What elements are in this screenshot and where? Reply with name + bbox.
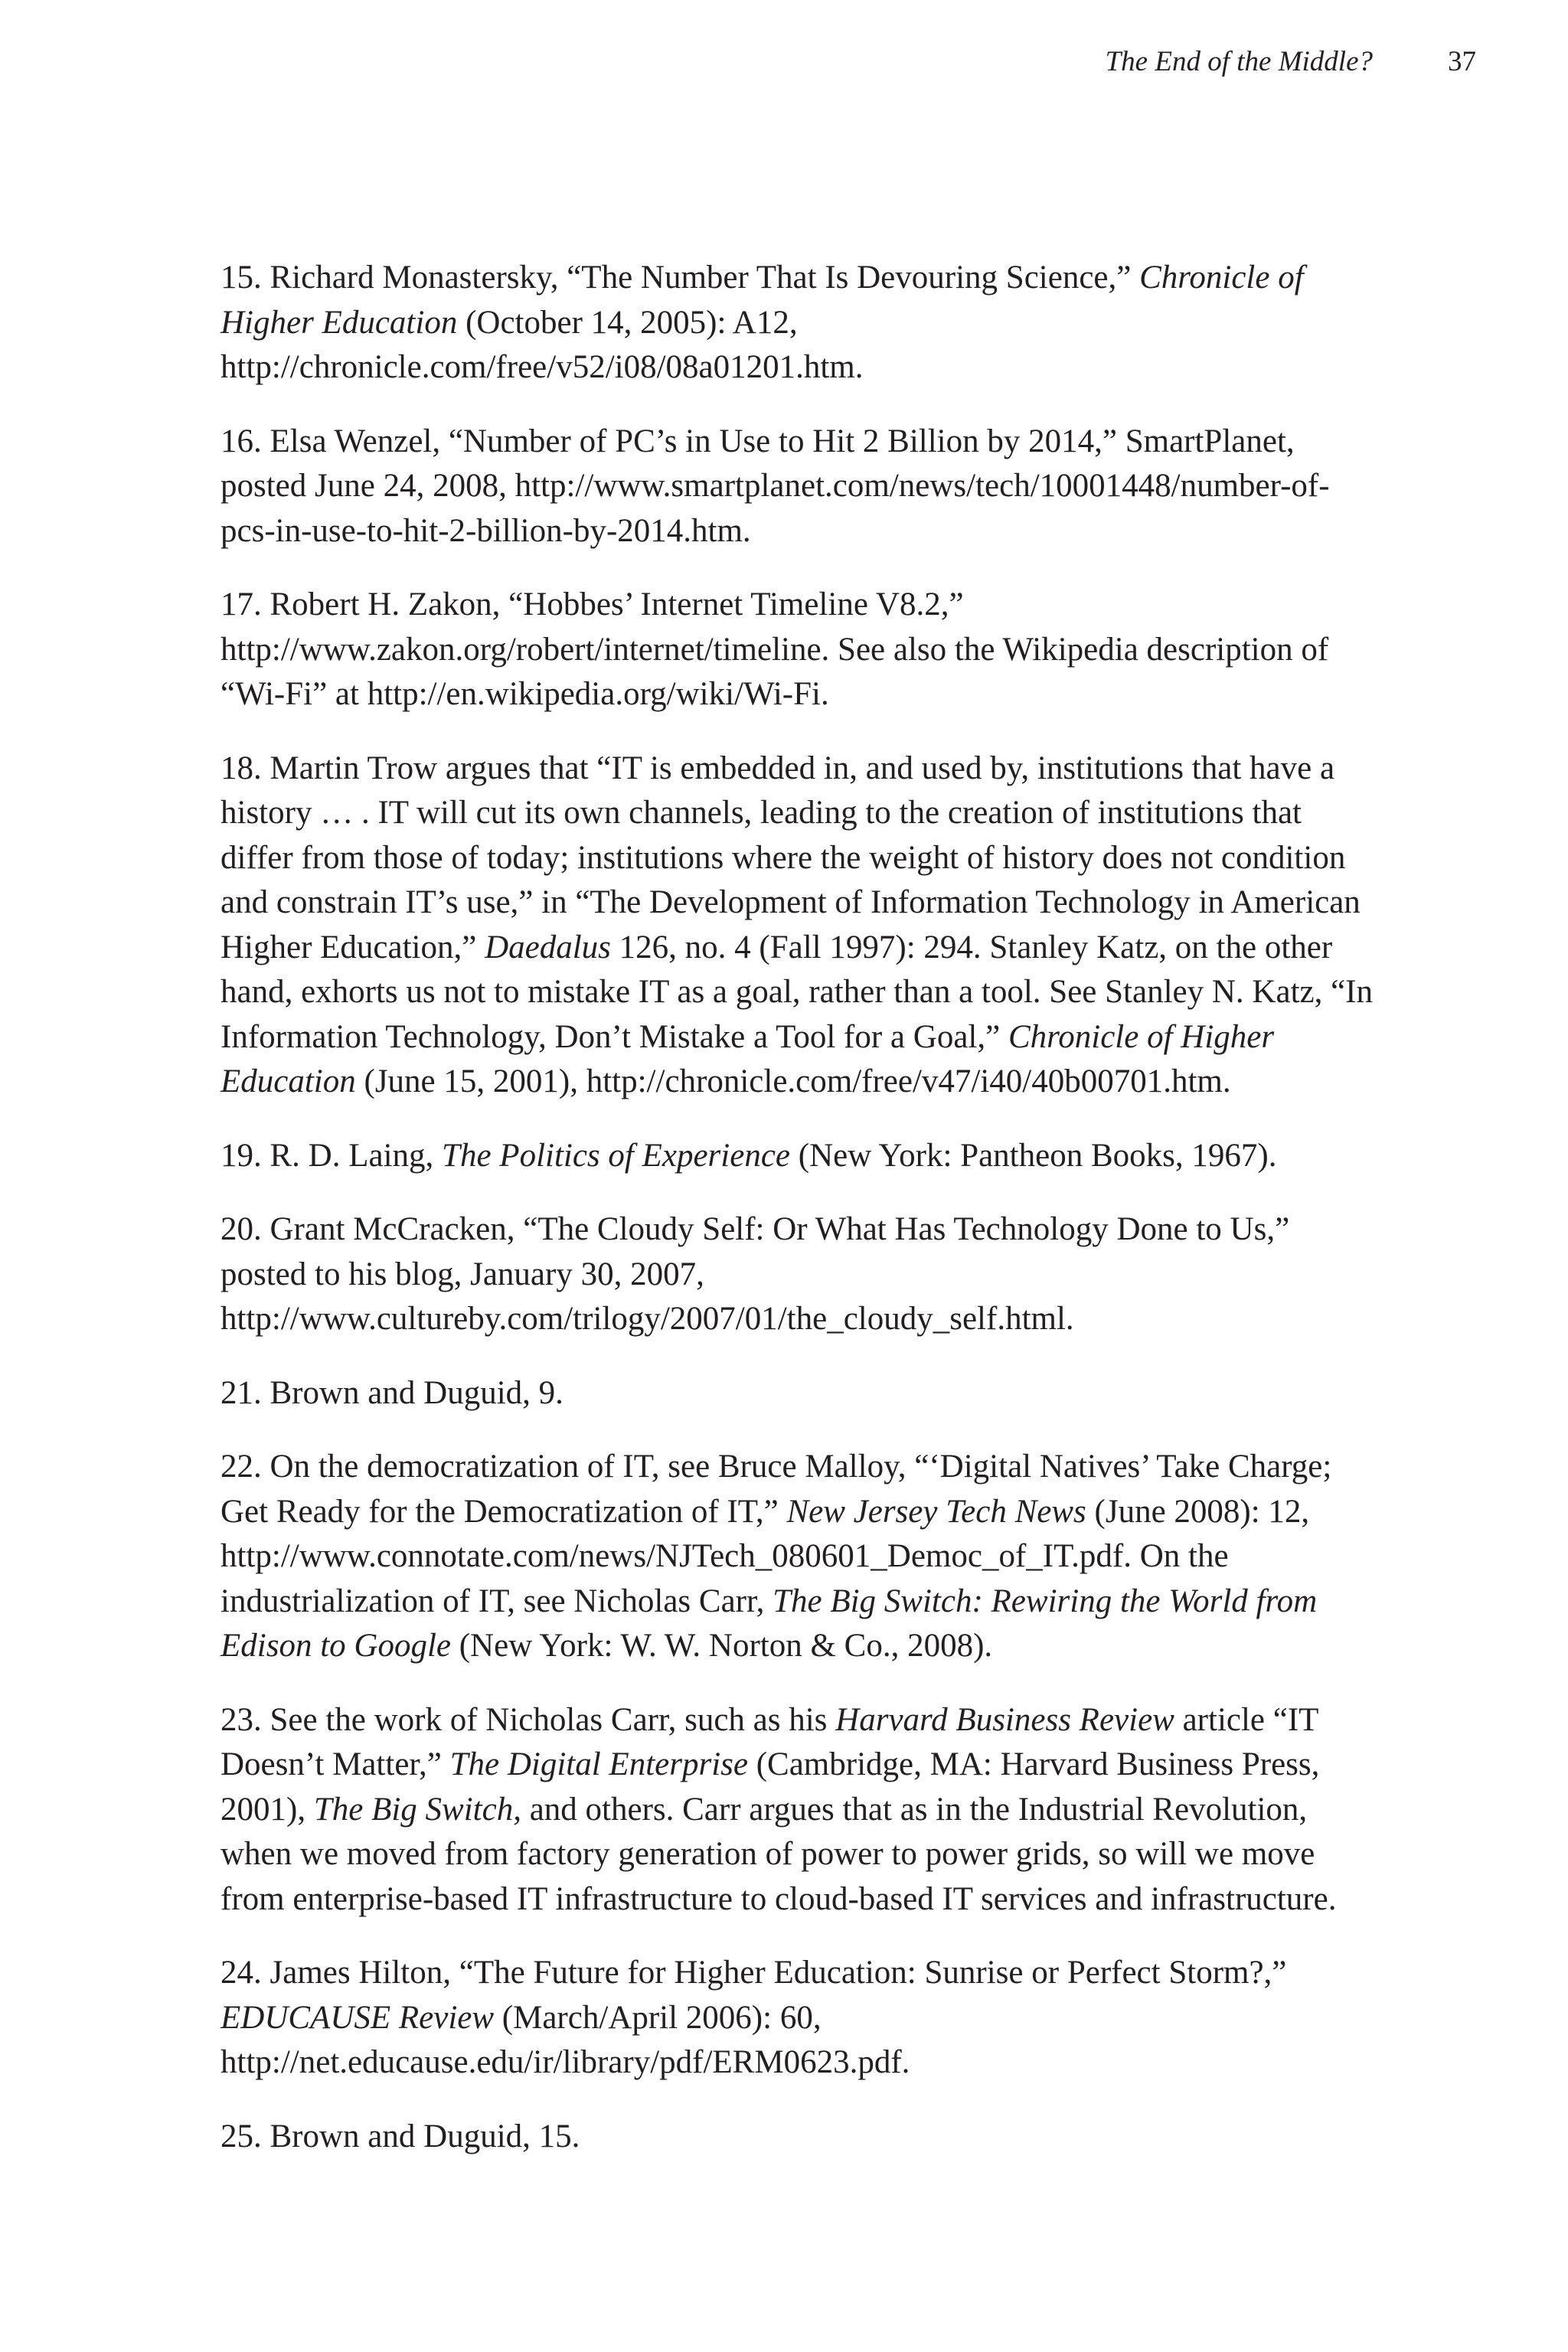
running-head [1106, 47, 1476, 76]
note-text: (March/April 2006): 60, http://net.educause.edu/ir/library/pdf/ERM0623.pdf. [220, 1999, 910, 2080]
note-text: 21. Brown and Duguid, 9. [220, 1374, 564, 1411]
note-text: 23. See the work of Nicholas Carr, such as his [220, 1701, 836, 1738]
note-text: (June 15, 2001), http://chronicle.com/free/v47/i40/40b00701.htm. [355, 1063, 1231, 1099]
note-text: 17. Robert H. Zakon, “Hobbes’ Internet Timeline V8.2,” http://www.zakon.org/robert/internet/timeline. See also the Wikipedia description of “Wi-Fi” at http://en.wikipedia.org/wiki/Wi-Fi. [220, 586, 1329, 712]
note-title-italic: New Jersey Tech News [786, 1493, 1086, 1530]
note-text: 16. Elsa Wenzel, “Number of PC’s in Use to Hit 2 Billion by 2014,” SmartPlanet, posted June 24, 2008, http://www.smartplanet.com/news/tech/10001448/number-of-pcs-in-use-to-hit-2-billion-by-2014.htm. [220, 423, 1330, 549]
note-text: 22. On the democratization of IT, see Bruce Malloy, “‘Digital Natives’ Take Charge; Get Ready for the Democratization of IT,” [220, 1449, 1332, 1530]
endnote-22 [220, 1445, 1377, 1669]
endnotes-list [220, 256, 1377, 2188]
endnote-21 [220, 1371, 1377, 1416]
note-title-italic: The Digital Enterprise [449, 1746, 748, 1782]
endnote-15 [220, 256, 1377, 390]
note-text: 24. James Hilton, “The Future for Higher Education: Sunrise or Perfect Storm?,” [220, 1955, 1287, 1991]
endnote-20 [220, 1207, 1377, 1342]
note-text: (Cambridge, MA: Harvard Business Press, 2001), [220, 1746, 1320, 1828]
note-title-italic: Harvard Business Review [835, 1701, 1174, 1738]
note-text: 18. Martin Trow argues that “IT is embedded in, and used by, institutions that have a history … . IT will cut its own channels, leading to the creation of institutions that differ from those of today; institutions where the weight of history does not condition and constrain IT’s use,” in “The Development of Information Technology in American Higher Education,” [220, 750, 1361, 965]
endnote-18 [220, 746, 1377, 1105]
note-text: article “IT Doesn’t Matter,” [220, 1701, 1318, 1782]
page-number: 37 [1448, 46, 1476, 77]
note-title-italic: Chronicle of Higher Education [220, 260, 1304, 341]
note-text: (New York: W. W. Norton & Co., 2008). [450, 1628, 993, 1664]
note-text: 25. Brown and Duguid, 15. [220, 2118, 580, 2154]
note-text: (New York: Pantheon Books, 1967). [790, 1137, 1277, 1174]
note-title-italic: EDUCAUSE Review [220, 1999, 495, 2036]
note-text: (October 14, 2005): A12, http://chronicle.com/free/v52/i08/08a01201.htm. [220, 304, 864, 385]
note-text: 126, no. 4 (Fall 1997): 294. Stanley Katz, on the other hand, exhorts us not to mistake IT as a goal, rather than a tool. See Stanley N. Katz, “In Information Technology, Don’t Mistake a Tool for a Goal,” [220, 929, 1373, 1055]
note-text: and others. Carr argues that as in the Industrial Revolution, when we moved from factory generation of power to power grids, so will we move from enterprise-based IT infrastructure to cloud-based IT services and infrastructure. [220, 1791, 1337, 1917]
note-title-italic: The Politics of Experience [442, 1137, 790, 1174]
note-title-italic: Chronicle of Higher Education [220, 1018, 1275, 1099]
note-text: 19. R. D. Laing, [220, 1137, 443, 1174]
note-title-italic: The Big Switch: Rewiring the World from Edison to Google [220, 1583, 1318, 1664]
note-text: 15. Richard Monastersky, “The Number That Is Devouring Science,” [220, 260, 1140, 296]
note-text: (June 2008): 12, http://www.connotate.com/news/NJTech_080601_Democ_of_IT.pdf. On the industrialization of IT, see Nicholas Carr, [220, 1493, 1310, 1619]
endnote-16 [220, 420, 1377, 554]
endnote-17 [220, 583, 1377, 717]
note-title-italic: Daedalus [485, 929, 611, 965]
endnote-19 [220, 1134, 1377, 1179]
endnote-23 [220, 1698, 1377, 1922]
endnote-25 [220, 2115, 1377, 2160]
running-title: The End of the Middle? [1105, 46, 1373, 77]
note-text: 20. Grant McCracken, “The Cloudy Self: Or What Has Technology Done to Us,” posted to his blog, January 30, 2007, http://www.cultureby.com/trilogy/2007/01/the_cloudy_self.html. [220, 1211, 1290, 1337]
endnote-24 [220, 1951, 1377, 2086]
note-title-italic: The Big Switch, [313, 1791, 521, 1828]
